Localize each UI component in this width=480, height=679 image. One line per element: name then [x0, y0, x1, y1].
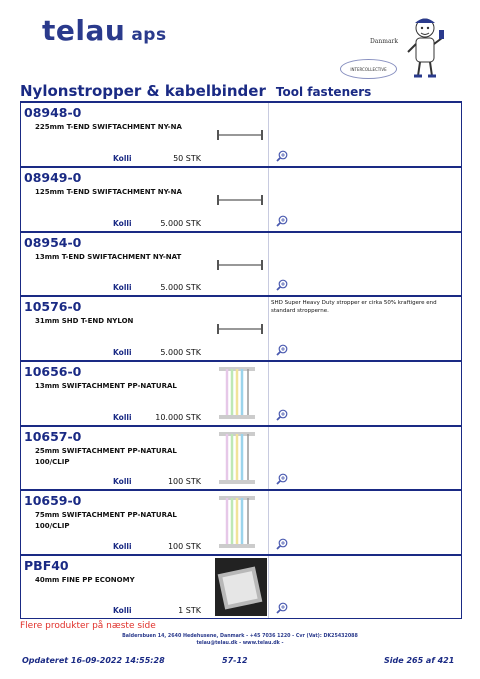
product-quantity: 1 STK [178, 606, 201, 615]
t-end-pin-image [215, 190, 267, 210]
mascot-illustration [405, 14, 447, 80]
brand-logo: telau aps [42, 14, 167, 47]
kolli-label: Kolli [113, 477, 132, 486]
guild-badge: INTERCOLLECTIVE [340, 59, 397, 79]
kolli-label: Kolli [113, 219, 132, 228]
zoom-icon[interactable] [276, 409, 288, 421]
clip-strip-image [215, 365, 267, 421]
product-row [20, 102, 462, 167]
product-quantity: 50 STK [173, 154, 201, 163]
product-row [20, 167, 462, 232]
page-title: Nylonstropper & kabelbinder Tool fasteners [20, 82, 372, 100]
t-end-pin-image [215, 255, 267, 275]
product-code: 08948-0 [24, 105, 82, 120]
page-subtitle: Tool fasteners [275, 85, 372, 99]
product-row [20, 555, 462, 619]
product-code: PBF40 [24, 558, 69, 573]
column-divider [268, 427, 269, 489]
product-description: 75mm SWIFTACHMENT PP-NATURAL [35, 511, 177, 519]
clip-strip-image [215, 430, 267, 486]
column-divider [268, 233, 269, 295]
column-divider [268, 168, 269, 231]
t-end-pin-image [215, 319, 267, 339]
country-label: Danmark [370, 38, 399, 45]
product-description: 40mm FINE PP ECONOMY [35, 576, 135, 584]
product-description: 25mm SWIFTACHMENT PP-NATURAL [35, 447, 177, 455]
footer-updated: Opdateret 16-09-2022 14:55:28 [22, 656, 165, 665]
kolli-label: Kolli [113, 154, 132, 163]
zoom-icon[interactable] [276, 538, 288, 550]
product-description: 100/CLIP [35, 458, 70, 466]
kolli-label: Kolli [113, 413, 132, 422]
product-row [20, 232, 462, 296]
column-divider [268, 297, 269, 360]
t-end-pin-image [215, 125, 267, 145]
zoom-icon[interactable] [276, 344, 288, 356]
product-description: 13mm T-END SWIFTACHMENT NY-NAT [35, 253, 182, 261]
product-code: 10656-0 [24, 364, 82, 379]
zoom-icon[interactable] [276, 473, 288, 485]
zoom-icon[interactable] [276, 602, 288, 614]
product-quantity: 5.000 STK [160, 283, 201, 292]
kolli-label: Kolli [113, 283, 132, 292]
footer-section: 57-12 [222, 656, 248, 665]
product-note: SHD Super Heavy Duty stropper er cirka 50% kraftigere end standard stropperne. [271, 300, 437, 314]
product-quantity: 10.000 STK [155, 413, 201, 422]
column-divider [268, 362, 269, 425]
product-quantity: 5.000 STK [160, 348, 201, 357]
footer-page-number: Side 265 af 421 [384, 656, 455, 665]
product-quantity: 5.000 STK [160, 219, 201, 228]
product-row [20, 426, 462, 490]
product-code: 10576-0 [24, 299, 82, 314]
zoom-icon[interactable] [276, 279, 288, 291]
column-divider [268, 103, 269, 166]
product-description: 31mm SHD T-END NYLON [35, 317, 134, 325]
product-description: 125mm T-END SWIFTACHMENT NY-NA [35, 188, 182, 196]
product-quantity: 100 STK [167, 542, 201, 551]
product-quantity: 100 STK [167, 477, 201, 486]
kolli-label: Kolli [113, 348, 132, 357]
column-divider [268, 491, 269, 554]
more-products-note: Flere produkter på næste side [20, 621, 156, 631]
product-code: 10657-0 [24, 429, 82, 444]
package-photo-image [215, 558, 267, 616]
zoom-icon[interactable] [276, 150, 288, 162]
product-row [20, 490, 462, 555]
product-row [20, 361, 462, 426]
product-code: 08954-0 [24, 235, 82, 250]
product-description: 100/CLIP [35, 522, 70, 530]
clip-strip-image [215, 494, 267, 550]
product-code: 08949-0 [24, 170, 82, 185]
kolli-label: Kolli [113, 606, 132, 615]
product-code: 10659-0 [24, 493, 82, 508]
column-divider [268, 556, 269, 618]
product-description: 225mm T-END SWIFTACHMENT NY-NA [35, 123, 182, 131]
product-row [20, 296, 462, 361]
company-address: Baldersbuen 14, 2640 Hedehusene, Danmark - +45 7036 1220 - Cvr (Vat): DK25432088 telau@telau.dk - www.telau.dk - [122, 634, 358, 646]
zoom-icon[interactable] [276, 215, 288, 227]
kolli-label: Kolli [113, 542, 132, 551]
product-description: 13mm SWIFTACHMENT PP-NATURAL [35, 382, 177, 390]
